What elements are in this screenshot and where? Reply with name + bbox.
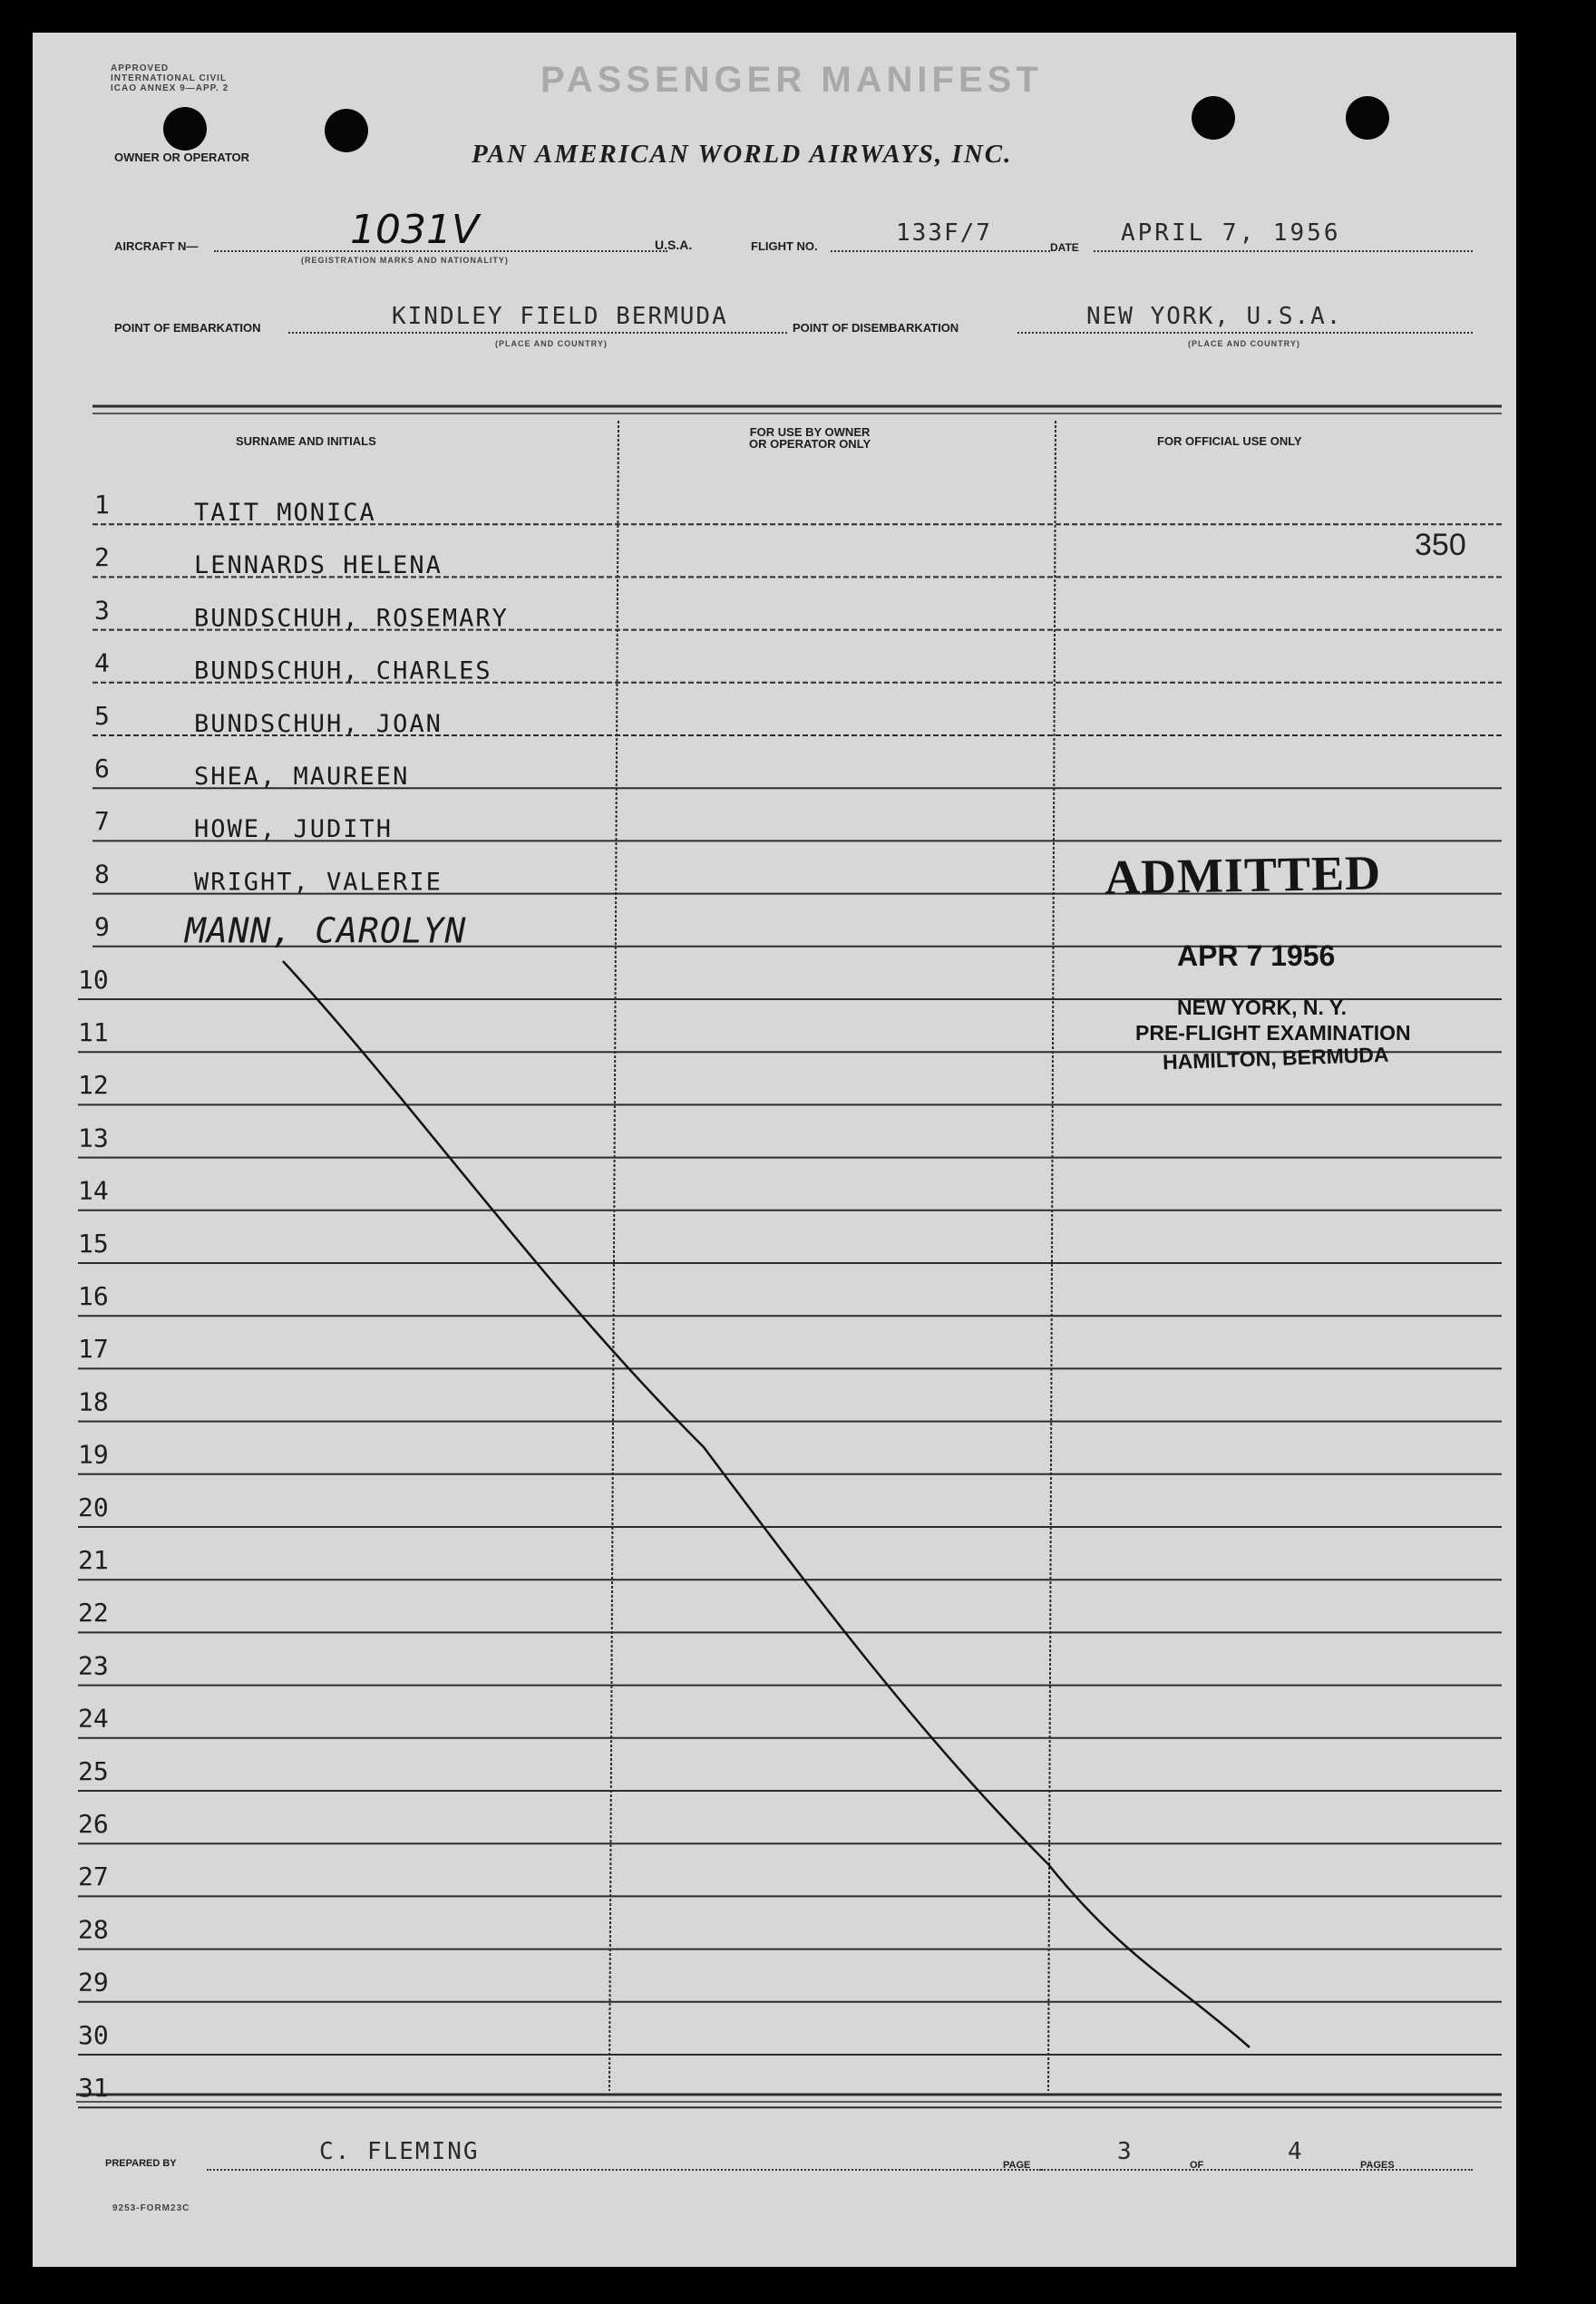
- row-number: 14: [78, 1175, 109, 1206]
- flight-date: APRIL 7, 1956: [1121, 219, 1341, 247]
- of-label: OF: [1190, 2160, 1204, 2171]
- embark-place-caption: (PLACE AND COUNTRY): [495, 339, 608, 348]
- embarkation-label: POINT OF EMBARKATION: [114, 321, 261, 335]
- aircraft-number: 1031V: [350, 207, 480, 253]
- row-number: 22: [78, 1598, 109, 1628]
- admitted-stamp-line2: PRE-FLIGHT EXAMINATION: [1135, 1021, 1411, 1045]
- row-number: 31: [78, 2073, 109, 2103]
- passenger-name: SHEA, MAUREEN: [194, 763, 410, 791]
- page-label: PAGE: [1003, 2160, 1031, 2171]
- disembark-place-caption: (PLACE AND COUNTRY): [1188, 339, 1300, 348]
- row-number: 2: [94, 542, 110, 573]
- row-number: 9: [94, 911, 110, 942]
- row-number: 11: [78, 1017, 109, 1047]
- date-label: DATE: [1050, 241, 1079, 254]
- row-number: 5: [94, 700, 110, 731]
- form-approval-note: APPROVED INTERNATIONAL CIVIL ICAO ANNEX 9—APP. 2: [111, 63, 229, 93]
- owner-use-column-header: FOR USE BY OWNER OR OPERATOR ONLY: [749, 425, 871, 451]
- passenger-name: HOWE, JUDITH: [194, 815, 394, 844]
- passenger-name: MANN, CAROLYN: [185, 910, 467, 951]
- row-number: 17: [78, 1334, 109, 1365]
- row-number: 10: [78, 964, 109, 995]
- pages-label: PAGES: [1360, 2160, 1395, 2171]
- flight-number: 133F/7: [896, 219, 992, 247]
- row-number: 15: [78, 1228, 109, 1259]
- row-number: 18: [78, 1386, 109, 1417]
- prepared-by: C. FLEMING: [319, 2138, 480, 2165]
- passenger-name: WRIGHT, VALERIE: [194, 868, 443, 897]
- official-use-column-header: FOR OFFICIAL USE ONLY: [1157, 434, 1302, 448]
- embarkation-value: KINDLEY FIELD BERMUDA: [392, 303, 728, 330]
- owner-name: PAN AMERICAN WORLD AIRWAYS, INC.: [472, 140, 1013, 169]
- registration-caption: (REGISTRATION MARKS AND NATIONALITY): [301, 256, 509, 265]
- row-number: 12: [78, 1070, 109, 1101]
- surname-column-header: SURNAME AND INITIALS: [236, 434, 376, 448]
- row-number: 24: [78, 1703, 109, 1734]
- passenger-name: TAIT MONICA: [194, 499, 376, 527]
- owner-label: OWNER OR OPERATOR: [114, 151, 250, 164]
- passenger-name: BUNDSCHUH, JOAN: [194, 709, 443, 738]
- row-number: 23: [78, 1650, 109, 1681]
- manifest-sheet: [33, 33, 1516, 2267]
- row-number: 21: [78, 1545, 109, 1575]
- cancel-stroke: [283, 961, 1250, 2047]
- row-number: 7: [94, 806, 110, 837]
- row-number: 1: [94, 490, 110, 520]
- row-number: 8: [94, 859, 110, 890]
- manifest-table: [33, 33, 1516, 2267]
- aircraft-label: AIRCRAFT N—: [114, 239, 199, 253]
- row-number: 30: [78, 2019, 109, 2050]
- row-number: 19: [78, 1439, 109, 1470]
- passenger-name: BUNDSCHUH, CHARLES: [194, 656, 492, 685]
- official-note: 350: [1415, 528, 1466, 562]
- row-number: 26: [78, 1809, 109, 1839]
- row-number: 4: [94, 647, 110, 678]
- row-number: 25: [78, 1755, 109, 1786]
- document-title: PASSENGER MANIFEST: [540, 60, 1043, 100]
- page-total: 4: [1288, 2138, 1304, 2165]
- row-number: 16: [78, 1281, 109, 1311]
- page-number: 3: [1117, 2138, 1134, 2165]
- form-number: 9253-FORM23C: [112, 2203, 190, 2213]
- passenger-name: BUNDSCHUH, ROSEMARY: [194, 604, 509, 633]
- passenger-name: LENNARDS HELENA: [194, 551, 443, 580]
- column-divider: [609, 421, 618, 2091]
- admitted-stamp-title: ADMITTED: [1104, 845, 1382, 905]
- usa-label: U.S.A.: [655, 238, 693, 252]
- disembarkation-label: POINT OF DISEMBARKATION: [793, 321, 959, 335]
- admitted-stamp-date: APR 7 1956: [1177, 939, 1336, 972]
- admitted-stamp-line1: NEW YORK, N. Y.: [1177, 996, 1348, 1019]
- row-number: 29: [78, 1967, 109, 1998]
- column-divider: [1048, 421, 1056, 2091]
- disembarkation-value: NEW YORK, U.S.A.: [1086, 303, 1343, 330]
- row-number: 20: [78, 1492, 109, 1522]
- prepared-by-label: PREPARED BY: [105, 2158, 177, 2169]
- row-number: 13: [78, 1123, 109, 1153]
- admitted-stamp-line3: HAMILTON, BERMUDA: [1162, 1042, 1389, 1074]
- row-number: 28: [78, 1914, 109, 1945]
- row-number: 27: [78, 1862, 109, 1892]
- flight-label: FLIGHT NO.: [751, 239, 818, 253]
- row-number: 6: [94, 753, 110, 783]
- row-number: 3: [94, 595, 110, 626]
